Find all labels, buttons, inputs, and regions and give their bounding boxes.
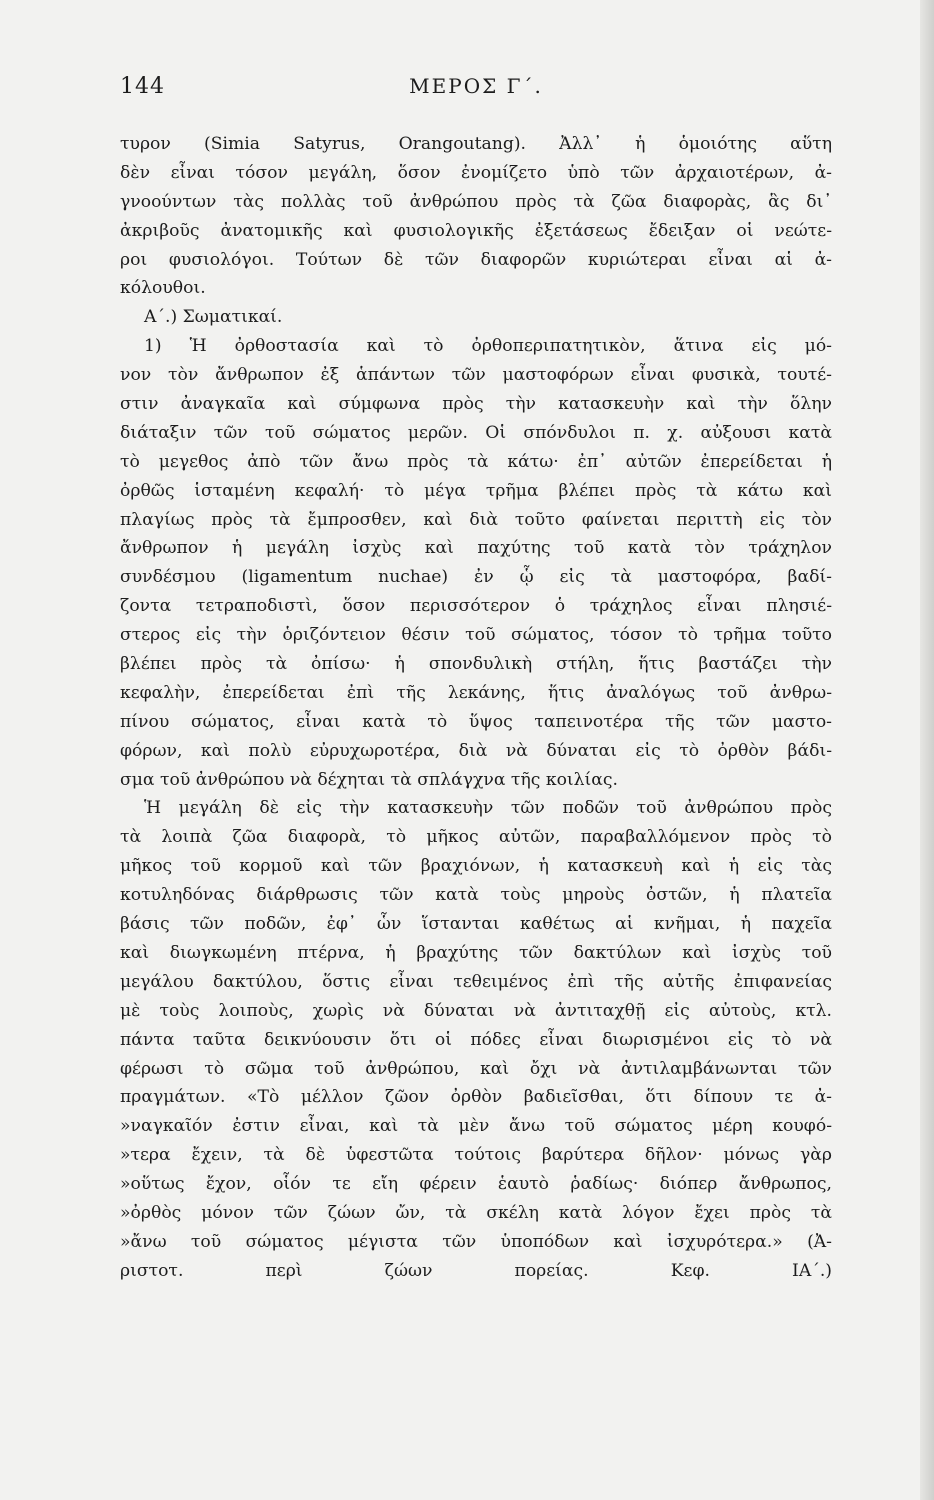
- text-line: καὶ διωγκωμένη πτέρνα, ἡ βραχύτης τῶν δακτύλων καὶ ἰσχὺς τοῦ: [120, 942, 832, 963]
- text-line: τὸ μεγεθος ἀπὸ τῶν ἄνω πρὸς τὰ κάτω· ἐπ᾽ αὐτῶν ἐπερείδεται ἡ: [120, 451, 832, 472]
- text-line: ζοντα τετραποδιστὶ, ὅσον περισσότερον ὁ τράχηλος εἶναι πλησιέ-: [120, 596, 832, 617]
- quote-line: »τερα ἔχειν, τὰ δὲ ὑφεστῶτα τούτοις βαρύτερα δῆλον· μόνως γὰρ: [120, 1145, 832, 1166]
- text-line: ἀκριβοῦς ἀνατομικῆς καὶ φυσιολογικῆς ἐξετάσεως ἔδειξαν οἱ νεώτε-: [120, 220, 832, 241]
- text-line: μῆκος τοῦ κορμοῦ καὶ τῶν βραχιόνων, ἡ κατασκευὴ καὶ ἡ εἰς τὰς: [120, 856, 832, 877]
- text-line: Ἡ μεγάλη δὲ εἰς τὴν κατασκευὴν τῶν ποδῶν τοῦ ἀνθρώπου πρὸς: [144, 798, 832, 819]
- section-heading: Α΄.) Σωματικαί.: [144, 307, 283, 328]
- text-line: 1) Ἡ ὀρθοστασία καὶ τὸ ὀρθοπεριπατητικὸν, ἅτινα εἰς μό-: [144, 336, 832, 357]
- text-line: βλέπει πρὸς τὰ ὀπίσω· ἡ σπονδυλικὴ στήλη, ἥτις βαστάζει τὴν: [120, 654, 832, 675]
- quote-line: »οὕτως ἔχον, οἷόν τε εἴη φέρειν ἑαυτὸ ῥαδίως· διόπερ ἄνθρωπος,: [120, 1174, 832, 1195]
- body-text: [120, 130, 832, 1315]
- citation-line: [120, 1286, 832, 1315]
- text-line: ἄνθρωπον ἡ μεγάλη ἰσχὺς καὶ παχύτης τοῦ κατὰ τὸν τράχηλον: [120, 538, 832, 559]
- text-line: πάντα ταῦτα δεικνύουσιν ὅτι οἱ πόδες εἶναι διωρισμένοι εἰς τὸ νὰ: [120, 1029, 832, 1050]
- quote-line: »ὀρθὸς μόνον τῶν ζώων ὤν, τὰ σκέλη κατὰ λόγον ἔχει πρὸς τὰ: [120, 1202, 832, 1223]
- text-line: φόρων, καὶ πολὺ εὐρυχωροτέρα, διὰ νὰ δύναται εἰς τὸ ὀρθὸν βάδι-: [120, 740, 832, 761]
- text-line: ροι φυσιολόγοι. Τούτων δὲ τῶν διαφορῶν κυριώτεραι εἶναι αἱ ἀ-: [120, 249, 832, 270]
- text-line: διάταξιν τῶν τοῦ σώματος μερῶν. Οἱ σπόνδυλοι π. χ. αὐξουσι κατὰ: [120, 422, 832, 443]
- text-line: βάσις τῶν ποδῶν, ἐφ᾽ ὧν ἵστανται καθέτως αἱ κνῆμαι, ἡ παχεῖα: [120, 914, 832, 935]
- text-line: μεγάλου δακτύλου, ὅστις εἶναι τεθειμένος ἐπὶ τῆς αὐτῆς ἐπιφανείας: [120, 971, 832, 992]
- quote-line: ριστοτ. περὶ ζώων πορείας. Κεφ. ΙΑ΄.): [120, 1260, 832, 1281]
- text-line: συνδέσμου (ligamentum nuchae) ἐν ᾧ εἰς τὰ μαστοφόρα, βαδί-: [120, 567, 832, 588]
- text-line: »ναγκαῖόν ἐστιν εἶναι, καὶ τὰ μὲν ἄνω τοῦ σώματος μέρη κουφό-: [120, 1116, 832, 1137]
- page-header: [120, 74, 832, 104]
- text-line: κόλουθοι.: [120, 278, 206, 299]
- text-line: γνοούντων τὰς πολλὰς τοῦ ἀνθρώπου πρὸς τὰ ζῶα διαφορὰς, ἃς δι᾽: [120, 191, 832, 212]
- text-line: κοτυληδόνας διάρθρωσις τῶν κατὰ τοὺς μηροὺς ὀστῶν, ἡ πλατεῖα: [120, 885, 832, 906]
- text-line: στιν ἀναγκαῖα καὶ σύμφωνα πρὸς τὴν κατασκευὴν καὶ τὴν ὅλην: [120, 394, 832, 415]
- text-line: πλαγίως πρὸς τὰ ἔμπροσθεν, καὶ διὰ τοῦτο φαίνεται περιττὴ εἰς τὸν: [120, 509, 832, 530]
- page-edge: [920, 0, 934, 1500]
- text-line: φέρωσι τὸ σῶμα τοῦ ἀνθρώπου, καὶ ὄχι νὰ ἀντιλαμβάνωνται τῶν: [120, 1058, 832, 1079]
- quote-line: »ἄνω τοῦ σώματος μέγιστα τῶν ὑποπόδων καὶ ἰσχυρότερα.» (Ἀ-: [120, 1231, 832, 1252]
- text-line: πραγμάτων. «Τὸ μέλλον ζῶον ὀρθὸν βαδιεῖσθαι, ὅτι δίπουν τε ἀ-: [120, 1087, 832, 1108]
- text-line: τὰ λοιπὰ ζῶα διαφορὰ, τὸ μῆκος αὐτῶν, παραβαλλόμενον πρὸς τὸ: [120, 827, 832, 848]
- page-number: 144: [120, 74, 165, 99]
- text-line: πίνου σώματος, εἶναι κατὰ τὸ ὕψος ταπεινοτέρα τῆς τῶν μαστο-: [120, 711, 832, 732]
- text-line: τυρον (Simia Satyrus, Orangoutang). Ἀλλ᾽ ἡ ὁμοιότης αὕτη: [120, 134, 832, 154]
- running-title: ΜΕΡΟΣ Γ΄.: [409, 74, 543, 98]
- text-line: μὲ τοὺς λοιποὺς, χωρὶς νὰ δύναται νὰ ἀντιταχθῇ εἰς αὐτοὺς, κτλ.: [120, 1000, 832, 1021]
- text-line: σμα τοῦ ἀνθρώπου νὰ δέχηται τὰ σπλάγχνα τῆς κοιλίας.: [120, 769, 618, 790]
- text-line: ὀρθῶς ἱσταμένη κεφαλή· τὸ μέγα τρῆμα βλέπει πρὸς τὰ κάτω καὶ: [120, 480, 832, 501]
- text-line: κεφαλὴν, ἐπερείδεται ἐπὶ τῆς λεκάνης, ἥτις ἀναλόγως τοῦ ἀνθρω-: [120, 682, 832, 703]
- text-line: στερος εἰς τὴν ὁριζόντειον θέσιν τοῦ σώματος, τόσον τὸ τρῆμα τοῦτο: [120, 625, 832, 646]
- text-line: νον τὸν ἄνθρωπον ἐξ ἁπάντων τῶν μαστοφόρων εἶναι φυσικὰ, τουτέ-: [120, 365, 832, 386]
- text-line: δὲν εἶναι τόσον μεγάλη, ὅσον ἐνομίζετο ὑπὸ τῶν ἀρχαιοτέρων, ἀ-: [120, 162, 832, 183]
